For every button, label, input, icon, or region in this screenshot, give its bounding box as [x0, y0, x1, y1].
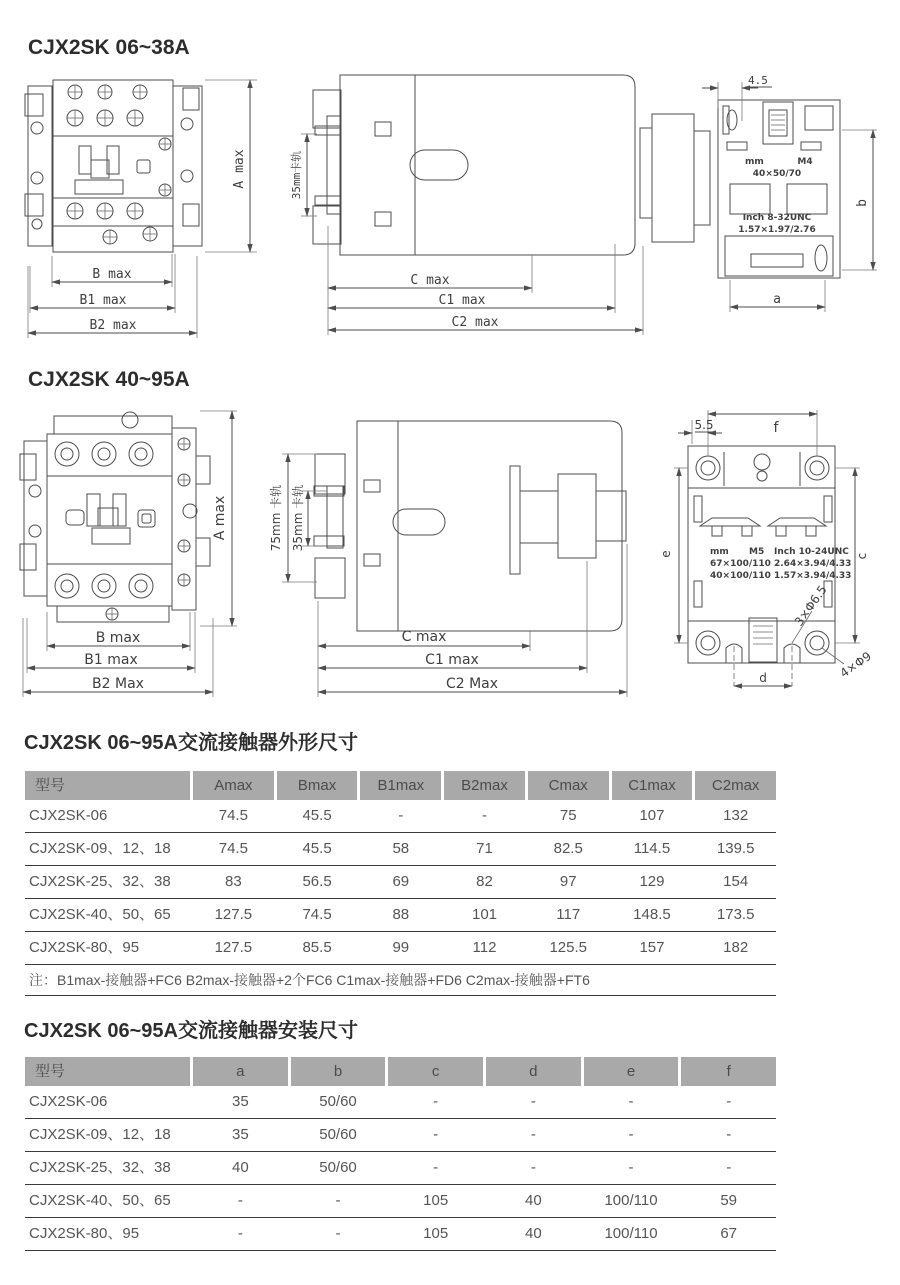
column-header: c	[388, 1057, 483, 1086]
column-header: B1max	[360, 771, 441, 800]
d2-dim-f	[708, 410, 817, 456]
drawing1-outline-views	[15, 66, 885, 348]
column-header: 型号	[25, 1057, 190, 1086]
d2-rail-35-label: 35mm 卡轨	[291, 484, 305, 552]
d1-dim-a	[205, 80, 257, 252]
value-cell: 50/60	[319, 1159, 357, 1176]
d2-dim-a	[200, 411, 237, 626]
column-header: Amax	[193, 771, 274, 800]
d1-rail-dim	[289, 134, 317, 216]
value-cell: 129	[639, 873, 665, 890]
value-cell: 157	[639, 939, 665, 956]
value-cell: 74.5	[218, 807, 248, 824]
d1-b-label: b	[855, 199, 870, 207]
value-cell: 74.5	[302, 906, 332, 923]
value-cell: 83	[225, 873, 242, 890]
value-cell: 40	[231, 1159, 249, 1176]
value-cell: 100/110	[604, 1225, 658, 1242]
d2-spec-m5: M5	[749, 547, 765, 557]
value-cell: -	[237, 1225, 243, 1242]
table-row	[25, 932, 776, 965]
d2-b-max-label: B max	[95, 630, 141, 646]
table-row	[25, 866, 776, 899]
value-cell: 97	[559, 873, 577, 890]
d2-top-terminals	[55, 442, 153, 466]
d1-side-view	[289, 75, 710, 335]
value-cell: 74.5	[218, 840, 248, 857]
column-header: B2max	[444, 771, 525, 800]
d2-hole-callouts	[792, 583, 874, 681]
d2-spec-r3b: 1.57×3.94/4.33	[774, 571, 852, 581]
d2-e-label: e	[659, 550, 673, 558]
model-cell: CJX2SK-80、95	[29, 939, 140, 956]
value-cell: 67	[720, 1225, 738, 1242]
d2-55-label: 5.5	[694, 418, 714, 432]
table-header-row	[25, 1057, 776, 1086]
table-row	[25, 1218, 776, 1251]
value-cell: -	[433, 1159, 439, 1176]
d2-holes-6-5-label: 3×Φ6.5	[791, 582, 830, 629]
value-cell: 173.5	[716, 906, 755, 923]
value-cell: 69	[392, 873, 410, 890]
column-header: a	[193, 1057, 288, 1086]
value-cell: 100/110	[604, 1192, 658, 1209]
d1-dim-45	[702, 74, 772, 121]
value-cell: 50/60	[319, 1126, 357, 1143]
d1-c-max-label: C max	[410, 273, 450, 288]
table-row	[25, 1119, 776, 1152]
d1-back-view	[702, 74, 877, 312]
value-cell: 71	[476, 840, 493, 857]
drawing1-title: CJX2SK 06~38A	[28, 36, 190, 59]
d1-spec-mm-dims: 40×50/70	[752, 169, 802, 179]
value-cell: -	[398, 807, 404, 824]
d1-dim-c	[328, 226, 643, 335]
model-cell: CJX2SK-40、50、65	[29, 906, 171, 923]
model-cell: CJX2SK-40、50、65	[29, 1192, 171, 1209]
value-cell: 132	[723, 807, 749, 824]
value-cell: -	[237, 1192, 243, 1209]
value-cell: 82.5	[553, 840, 583, 857]
value-cell: -	[726, 1159, 732, 1176]
model-cell: CJX2SK-06	[29, 807, 108, 824]
value-cell: -	[628, 1159, 634, 1176]
value-cell: 117	[556, 906, 581, 923]
table2-title: CJX2SK 06~95A交流接触器安装尺寸	[24, 1020, 358, 1042]
d2-dim-55	[678, 418, 722, 444]
value-cell: -	[726, 1126, 732, 1143]
value-cell: 75	[559, 807, 577, 824]
d1-back-spec-text	[738, 157, 815, 235]
d1-dim-b	[52, 254, 172, 287]
value-cell: 50/60	[319, 1093, 357, 1110]
d2-dim-e	[659, 468, 688, 643]
value-cell: -	[433, 1093, 439, 1110]
d1-c1-max-label: C1 max	[438, 293, 486, 308]
d1-a-max-label: A max	[232, 149, 247, 189]
d1-spec-mm: mm	[745, 157, 764, 167]
d2-spec-r2a: 67×100/110	[710, 559, 771, 569]
table-row	[25, 800, 776, 833]
value-cell: -	[726, 1093, 732, 1110]
value-cell: -	[530, 1126, 536, 1143]
d1-bottom-screws	[67, 203, 157, 244]
table1-title: CJX2SK 06~95A交流接触器外形尺寸	[24, 732, 358, 754]
d1-b1-max-label: B1 max	[79, 293, 127, 308]
value-cell: 139.5	[716, 840, 755, 857]
column-header: Bmax	[277, 771, 358, 800]
table-row	[25, 833, 776, 866]
d2-back-view	[659, 410, 874, 686]
d1-dim-bb	[842, 130, 877, 270]
table-note: 注：B1max-接触器+FC6 B2max-接触器+2个FC6 C1max-接触器+FD6 C2max-接触器+FT6	[25, 965, 776, 996]
column-header: e	[584, 1057, 679, 1086]
table-header-row	[25, 771, 776, 800]
value-cell: 101	[472, 906, 498, 923]
d1-spec-inch-dims: 1.57×1.97/2.76	[738, 225, 816, 235]
d2-spec-r2b: 2.64×3.94/4.33	[774, 559, 852, 569]
d1-c2-max-label: C2 max	[451, 315, 499, 330]
model-cell: CJX2SK-25、32、38	[29, 873, 171, 890]
d2-center-armature	[66, 494, 155, 544]
model-cell: CJX2SK-06	[29, 1093, 108, 1110]
d2-spec-mm: mm	[710, 547, 729, 557]
d2-dim-c	[318, 544, 627, 697]
column-header: d	[486, 1057, 581, 1086]
value-cell: 56.5	[302, 873, 332, 890]
d2-right-rail	[172, 428, 210, 610]
d2-back-spec-text	[710, 547, 851, 581]
d1-spec-inch: Inch 8-32UNC	[742, 213, 812, 223]
value-cell: 40	[525, 1192, 542, 1209]
outline-dimensions-table	[25, 771, 776, 996]
value-cell: 105	[423, 1225, 449, 1242]
value-cell: 35	[231, 1126, 249, 1143]
value-cell: 112	[472, 939, 497, 956]
d2-left-rail	[20, 441, 47, 596]
value-cell: 107	[639, 807, 665, 824]
value-cell: 99	[392, 939, 410, 956]
table-row	[25, 1185, 776, 1218]
d1-b-max-label: B max	[92, 267, 132, 282]
column-header: b	[291, 1057, 386, 1086]
d2-spec-inch: Inch 10-24UNC	[774, 547, 849, 557]
d2-holes-9-label: 4×Φ9	[837, 649, 874, 681]
d2-a-max-label: A max	[212, 495, 228, 541]
d1-center-armature	[75, 146, 150, 194]
d2-front-view	[20, 411, 237, 697]
d1-rail-35-label: 35mm卡轨	[290, 150, 303, 200]
value-cell: 127.5	[214, 906, 253, 923]
d2-rail-dims	[268, 454, 327, 582]
value-cell: 58	[392, 840, 410, 857]
d1-top-screws	[67, 85, 147, 126]
model-cell: CJX2SK-80、95	[29, 1225, 140, 1242]
d2-side-view	[268, 421, 627, 697]
value-cell: -	[482, 807, 488, 824]
d2-c-label: c	[855, 552, 869, 560]
d2-c2-max-label: C2 Max	[445, 676, 499, 692]
value-cell: 82	[476, 873, 493, 890]
column-header: f	[681, 1057, 776, 1086]
value-cell: -	[433, 1126, 439, 1143]
value-cell: 40	[525, 1225, 542, 1242]
model-cell: CJX2SK-25、32、38	[29, 1159, 171, 1176]
mounting-dimensions-table	[25, 1057, 776, 1251]
value-cell: 148.5	[633, 906, 671, 923]
d1-left-rail	[25, 86, 52, 246]
value-cell: -	[530, 1159, 536, 1176]
value-cell: 88	[392, 906, 410, 923]
d2-c-max-label: C max	[401, 629, 447, 645]
value-cell: 45.5	[302, 807, 332, 824]
d2-b2-max-label: B2 Max	[92, 676, 144, 692]
table-row	[25, 1086, 776, 1119]
d1-spec-m4: M4	[797, 157, 813, 167]
value-cell: 127.5	[214, 939, 253, 956]
d2-back-top-screws	[696, 452, 829, 486]
value-cell: 59	[720, 1192, 738, 1209]
value-cell: 125.5	[549, 939, 587, 956]
value-cell: 154	[723, 873, 749, 890]
value-cell: -	[335, 1225, 341, 1242]
model-cell: CJX2SK-09、12、18	[29, 1126, 171, 1143]
d1-a-label: a	[773, 292, 781, 307]
d2-c1-max-label: C1 max	[425, 652, 479, 668]
value-cell: -	[530, 1093, 536, 1110]
drawing2-title: CJX2SK 40~95A	[28, 368, 190, 391]
d1-b2-max-label: B2 max	[89, 318, 137, 333]
value-cell: 85.5	[302, 939, 332, 956]
value-cell: 105	[423, 1192, 449, 1209]
value-cell: -	[335, 1192, 341, 1209]
column-header: Cmax	[528, 771, 609, 800]
table-row	[25, 899, 776, 932]
d1-right-rail	[159, 86, 202, 246]
value-cell: 45.5	[302, 840, 332, 857]
model-cell: CJX2SK-09、12、18	[29, 840, 171, 857]
value-cell: -	[628, 1093, 634, 1110]
d1-dim-aa	[730, 280, 825, 312]
table-row	[25, 1152, 776, 1185]
d2-d-label: d	[759, 671, 767, 685]
d2-spec-r3a: 40×100/110	[710, 571, 771, 581]
d2-rail-75-label: 75mm 卡轨	[269, 484, 283, 552]
d1-45-label: 4.5	[748, 74, 768, 87]
d2-dim-d	[734, 671, 792, 686]
d2-f-label: f	[773, 420, 779, 436]
d2-b1-max-label: B1 max	[84, 652, 138, 668]
column-header: C2max	[695, 771, 776, 800]
d1-front-view	[25, 80, 257, 338]
drawing2-outline-views	[12, 396, 892, 708]
value-cell: 182	[723, 939, 749, 956]
d2-bottom-terminals	[55, 574, 153, 598]
value-cell: -	[628, 1126, 634, 1143]
column-header: 型号	[25, 771, 190, 800]
value-cell: 114.5	[633, 840, 671, 857]
value-cell: 35	[231, 1093, 249, 1110]
column-header: C1max	[612, 771, 693, 800]
